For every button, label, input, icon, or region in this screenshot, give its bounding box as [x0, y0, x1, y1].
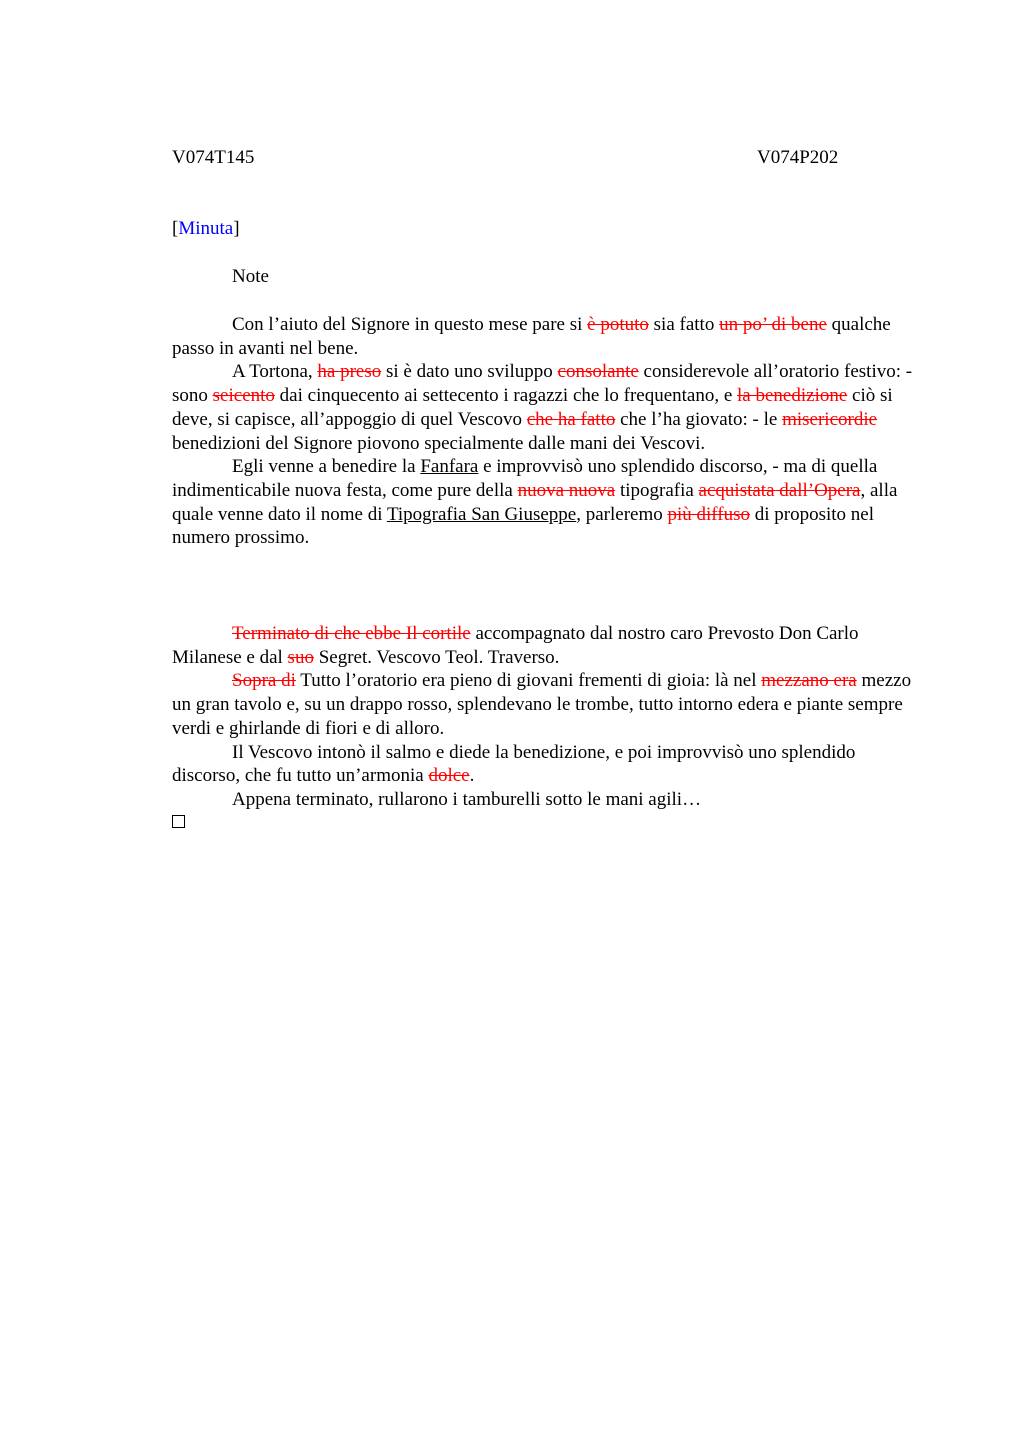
text-run: mezzo un gran tavolo e, su un drappo rosso, splendevano le trombe, tutto intorno edera e piante sempre verdi e ghirlande di fiori e di alloro.	[172, 670, 912, 739]
deleted-text: seicento	[212, 385, 275, 407]
deleted-text: dolce	[428, 765, 470, 787]
text-run: Tutto l’oratorio era pieno di giovani frementi di gioia: là nel	[295, 670, 762, 692]
deleted-text: Sopra di	[232, 670, 296, 692]
text-run: di proposito nel numero prossimo.	[172, 503, 875, 549]
text-run: e improvvisò uno splendido discorso, - ma di quella indimenticabile nuova festa, come pure della	[172, 456, 878, 501]
text-run: , parleremo	[576, 503, 668, 525]
paragraph-3	[172, 455, 917, 550]
deleted-text: è potuto	[587, 314, 649, 335]
deleted-text: misericordie	[782, 408, 878, 430]
text-run: A Tortona,	[232, 361, 318, 383]
text-run: Con l’aiuto del Signore in questo mese pare si	[232, 314, 588, 335]
text-run: qualche passo in avanti nel bene.	[172, 314, 891, 359]
deleted-text: nuova nuova	[517, 479, 616, 501]
deleted-text: ha preso	[317, 361, 382, 383]
text-run: .	[469, 765, 475, 787]
text-run: che l’ha giovato: - le	[615, 408, 783, 430]
document-id-right: V074P202	[757, 147, 839, 168]
paragraph-6	[172, 741, 917, 788]
paragraph-2	[172, 360, 917, 455]
deleted-text: mezzano era	[761, 670, 857, 692]
text-section-1	[172, 313, 917, 550]
draft-label: Minuta	[178, 218, 234, 239]
end-marker-box-icon	[172, 815, 185, 828]
deleted-text: più diffuso	[667, 503, 750, 525]
paragraph-5	[172, 669, 917, 740]
text-run: dai cinquecento ai settecento i ragazzi che lo frequentano, e	[274, 385, 738, 407]
text-run: accompagnato dal nostro caro Prevosto Don Carlo Milanese e dal	[172, 623, 859, 668]
text-run: Il Vescovo intonò il salmo e diede la benedizione, e poi improvvisò uno splendido discorso, che fu tutto un’armonia	[172, 741, 856, 787]
paragraph-1	[172, 313, 917, 360]
text-run: Egli venne a benedire la	[232, 456, 421, 478]
deleted-text: che ha fatto	[526, 408, 616, 430]
note-title: Note	[232, 266, 269, 287]
underlined-text: Tipografia San Giuseppe	[386, 503, 577, 525]
deleted-text: Terminato di che ebbe Il cortile	[232, 623, 471, 644]
paragraph-7	[172, 788, 917, 812]
text-section-2	[172, 622, 917, 812]
document-id-left: V074T145	[172, 147, 255, 168]
deleted-text: la benedizione	[737, 385, 848, 407]
deleted-text: consolante	[557, 361, 639, 383]
close-bracket: ]	[233, 218, 240, 239]
text-run: , alla quale venne dato il nome di	[172, 479, 898, 525]
text-run: tipografia	[615, 479, 699, 501]
text-run: sia fatto	[648, 314, 720, 335]
deleted-text: acquistata dall’Opera	[698, 479, 861, 501]
text-run: Segret. Vescovo Teol. Traverso.	[313, 646, 560, 668]
text-run: si è dato uno sviluppo	[381, 361, 558, 383]
text-run: considerevole all’oratorio festivo: - sono	[172, 361, 913, 407]
text-run: Appena terminato, rullarono i tamburelli sotto le mani agili…	[232, 788, 702, 810]
text-run: ciò si deve, si capisce, all’appoggio di quel Vescovo	[172, 385, 893, 430]
paragraph-4	[172, 622, 917, 669]
text-run: benedizioni del Signore piovono specialmente dalle mani dei Vescovi.	[172, 432, 706, 454]
draft-heading	[172, 218, 240, 240]
open-bracket: [	[172, 218, 179, 239]
underlined-text: Fanfara	[420, 456, 479, 478]
deleted-text: un po’ di bene	[719, 314, 827, 335]
deleted-text: suo	[287, 646, 314, 668]
